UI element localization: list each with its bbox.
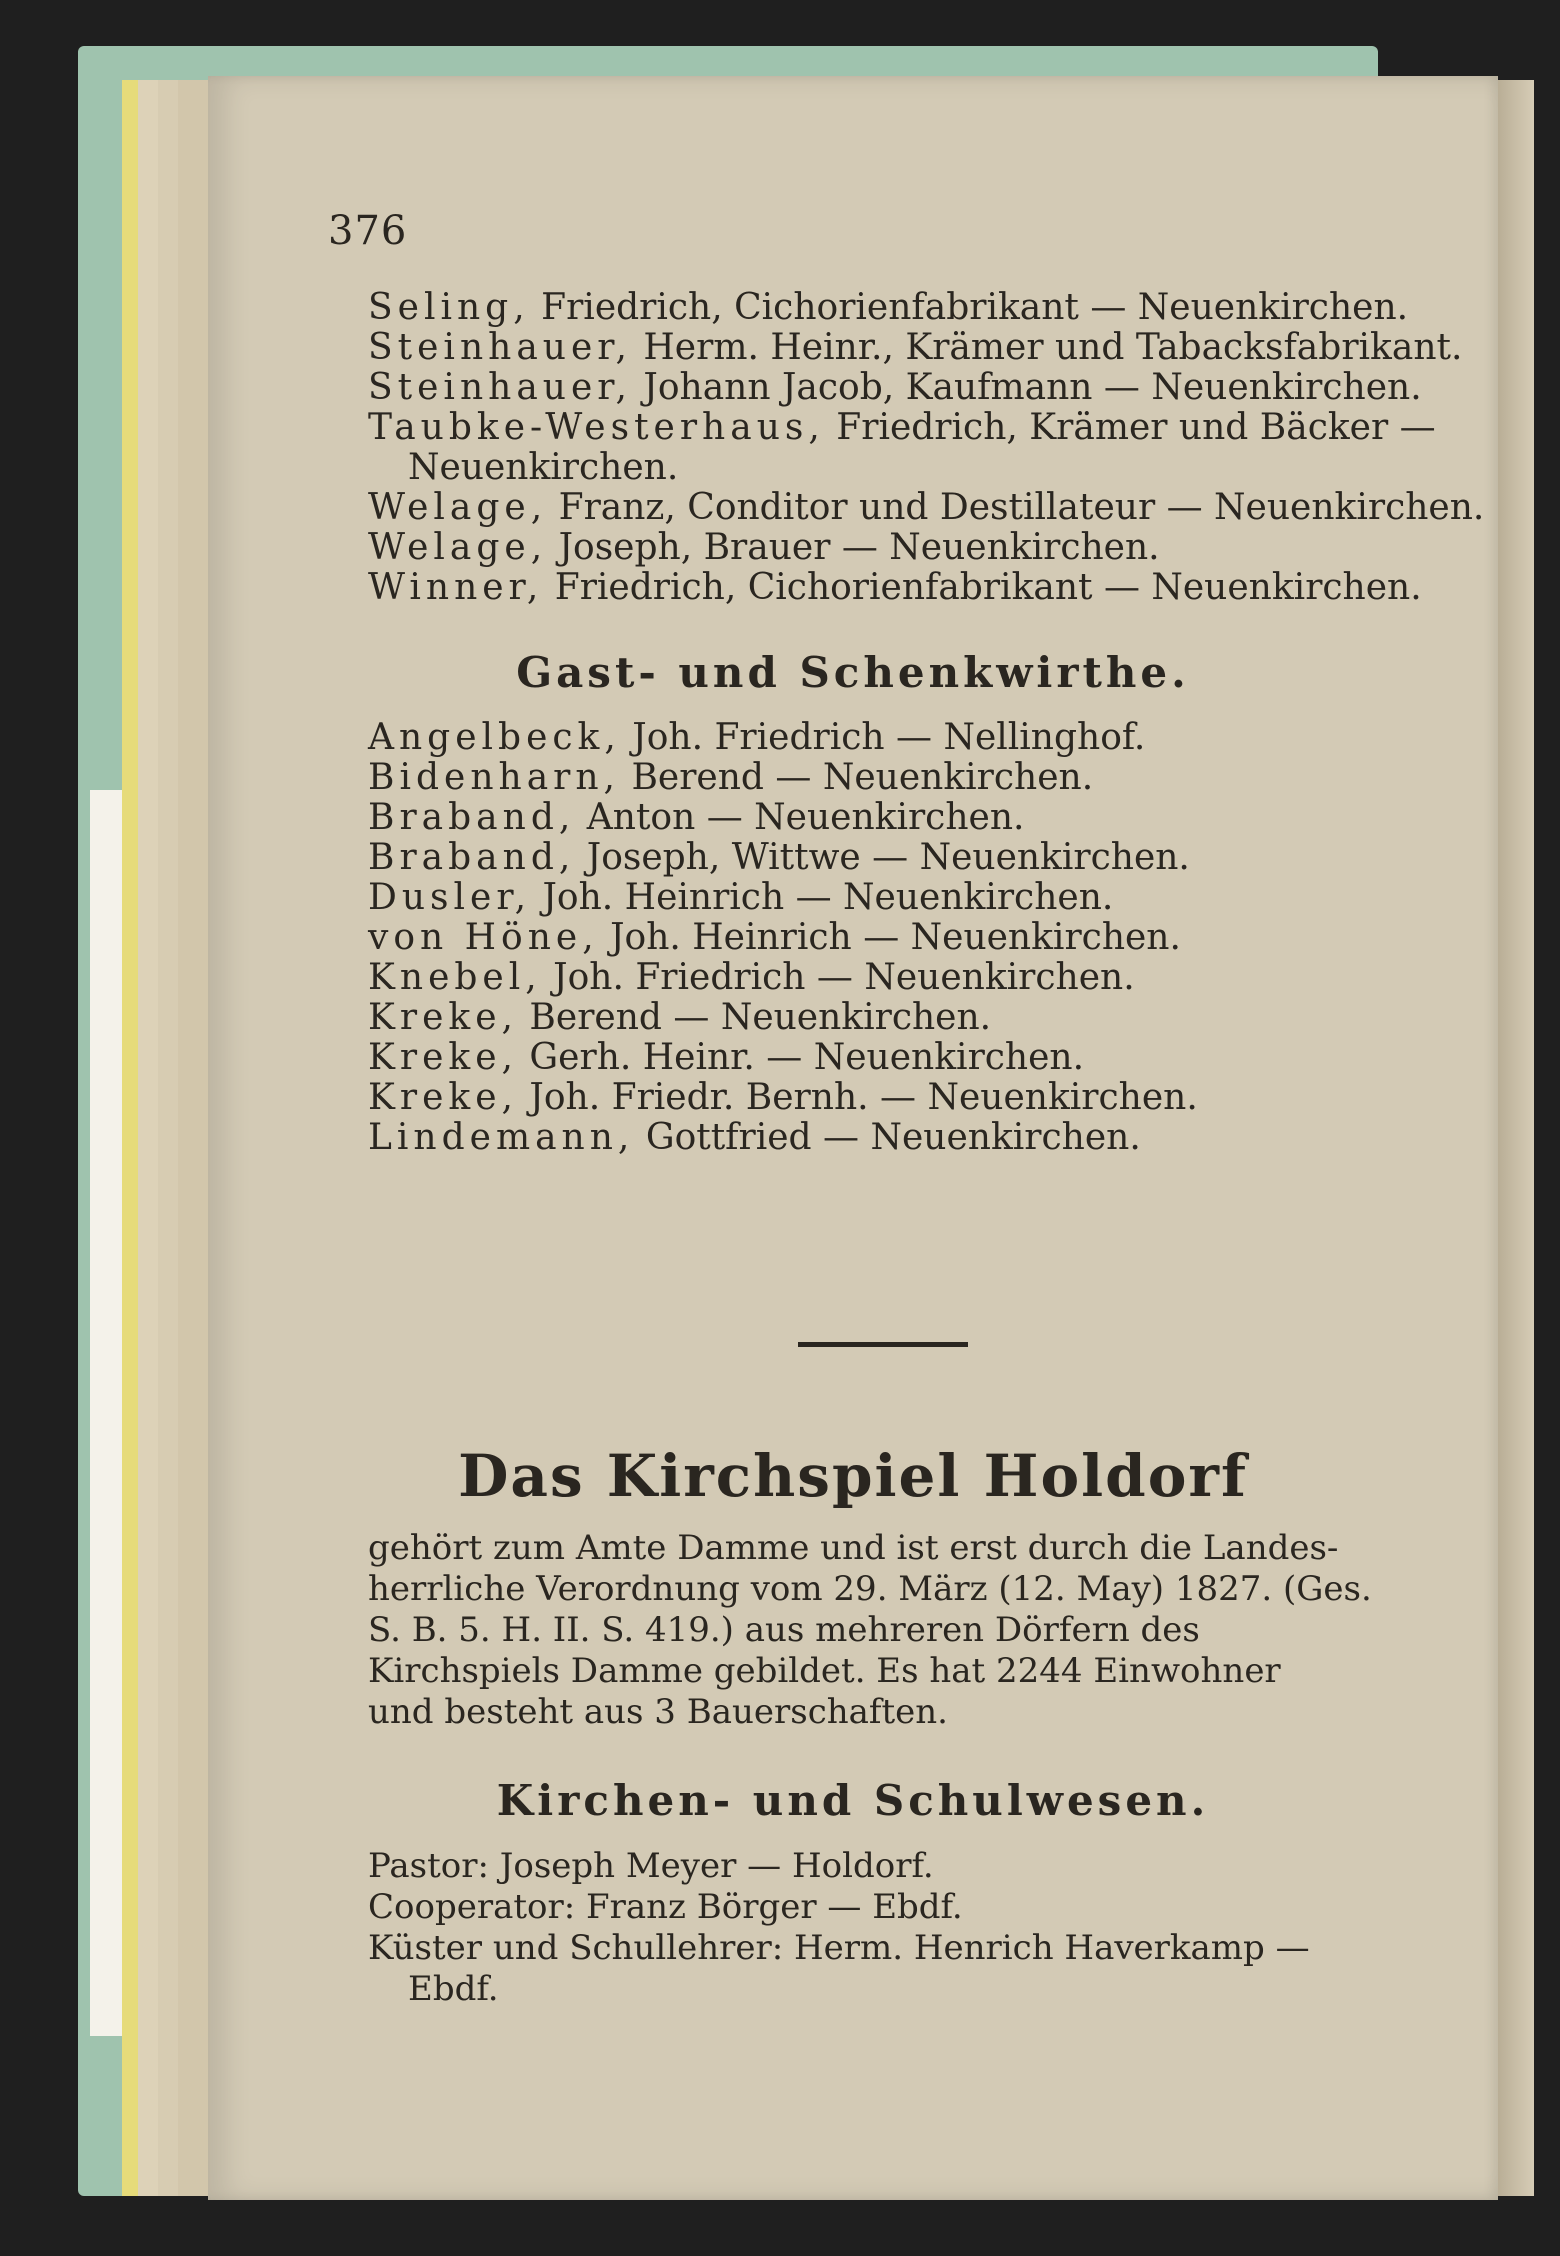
section-divider <box>798 1342 968 1347</box>
list-item: Cooperator: Franz Börger — Ebdf. <box>368 1887 963 1927</box>
paragraph-line: und besteht aus 3 Bauerschaften. <box>368 1692 948 1732</box>
page-edge <box>178 80 208 2196</box>
list-item <box>368 998 991 1038</box>
list-item <box>368 568 1422 608</box>
inserted-slip <box>90 790 122 2036</box>
entry-name: Steinhauer, <box>368 367 632 408</box>
list-item <box>368 408 1436 448</box>
entry-name: Lindemann, <box>368 1117 635 1158</box>
list-item <box>368 368 1422 408</box>
paragraph-line: Kirchspiels Damme gebildet. Es hat 2244 Einwohner <box>368 1651 1281 1691</box>
entry-details: Franz, Conditor und Destillateur — Neuenkirchen. <box>547 487 1485 528</box>
entry-details: Joh. Heinrich — Neuenkirchen. <box>598 917 1181 958</box>
entry-name: Angelbeck, <box>368 717 621 758</box>
facing-page-edge <box>1498 80 1534 2196</box>
entry-details: Friedrich, Krämer und Bäcker — <box>824 407 1436 448</box>
paragraph-line: gehört zum Amte Damme und ist erst durch die Landes- <box>368 1528 1339 1568</box>
list-item <box>368 528 1160 568</box>
entry-details: Johann Jacob, Kaufmann — Neuenkirchen. <box>631 367 1422 408</box>
entry-details: Berend — Neuenkirchen. <box>517 997 992 1038</box>
entry-name: Welage, <box>368 527 548 568</box>
list-item <box>368 838 1190 878</box>
paragraph-line: S. B. 5. H. II. S. 419.) aus mehreren Dörfern des <box>368 1610 1200 1650</box>
entry-name: Kreke, <box>368 997 518 1038</box>
entry-details: Berend — Neuenkirchen. <box>620 757 1094 798</box>
entry-details: Joh. Heinrich — Neuenkirchen. <box>531 877 1114 918</box>
list-item: Küster und Schullehrer: Herm. Henrich Haverkamp — <box>368 1928 1310 1968</box>
entry-name: Kreke, <box>368 1037 518 1078</box>
entry-details: Anton — Neuenkirchen. <box>575 797 1025 838</box>
list-item <box>368 918 1181 958</box>
entry-details: Neuenkirchen. <box>408 447 679 488</box>
entry-name: Taubke-Westerhaus, <box>368 407 825 448</box>
entry-details: Gottfried — Neuenkirchen. <box>634 1117 1141 1158</box>
entry-details: Joh. Friedrich — Nellinghof. <box>620 717 1146 758</box>
list-item <box>368 798 1024 838</box>
entry-name: Steinhauer, <box>368 327 632 368</box>
entry-details: Herm. Heinr., Krämer und Tabacksfabrikant. <box>631 327 1463 368</box>
list-item <box>368 718 1145 758</box>
entry-details: Friedrich, Cichorienfabrikant — Neuenkirchen. <box>529 287 1409 328</box>
parish-heading: Das Kirchspiel Holdorf <box>458 1442 1248 1510</box>
entry-name: von Höne, <box>368 917 599 958</box>
list-item <box>368 1038 1084 1078</box>
entry-name: Braband, <box>368 837 576 878</box>
entry-details: Joseph, Brauer — Neuenkirchen. <box>547 527 1160 568</box>
list-item <box>368 958 1135 998</box>
entry-name: Kreke, <box>368 1077 518 1118</box>
book-page <box>208 76 1498 2200</box>
page-edge <box>138 80 158 2196</box>
page-edge <box>158 80 178 2196</box>
page-edge <box>122 80 138 2196</box>
list-item <box>368 1078 1198 1118</box>
list-item <box>368 1118 1141 1158</box>
entry-details: Gerh. Heinr. — Neuenkirchen. <box>517 1037 1085 1078</box>
entry-name: Welage, <box>368 487 548 528</box>
section-heading-innkeepers: Gast- und Schenkwirthe. <box>516 648 1190 697</box>
page-number: 376 <box>328 208 408 254</box>
list-item <box>368 328 1462 368</box>
list-item <box>368 288 1408 328</box>
entry-name: Knebel, <box>368 957 542 998</box>
list-item-continuation <box>408 448 678 488</box>
paragraph-line: herrliche Verordnung vom 29. März (12. May) 1827. (Ges. <box>368 1569 1372 1609</box>
list-item-continuation: Ebdf. <box>408 1969 499 2009</box>
entry-details: Joh. Friedrich — Neuenkirchen. <box>541 957 1135 998</box>
list-item <box>368 758 1093 798</box>
list-item <box>368 488 1484 528</box>
entry-name: Seling, <box>368 287 530 328</box>
entry-name: Dusler, <box>368 877 532 918</box>
entry-details: Joseph, Wittwe — Neuenkirchen. <box>575 837 1190 878</box>
entry-name: Winner, <box>368 567 544 608</box>
entry-name: Braband, <box>368 797 576 838</box>
list-item <box>368 878 1113 918</box>
section-heading-church: Kirchen- und Schulwesen. <box>496 1776 1210 1825</box>
list-item: Pastor: Joseph Meyer — Holdorf. <box>368 1846 934 1886</box>
entry-details: Friedrich, Cichorienfabrikant — Neuenkirchen. <box>543 567 1422 608</box>
entry-name: Bidenharn, <box>368 757 620 798</box>
entry-details: Joh. Friedr. Bernh. — Neuenkirchen. <box>517 1077 1198 1118</box>
